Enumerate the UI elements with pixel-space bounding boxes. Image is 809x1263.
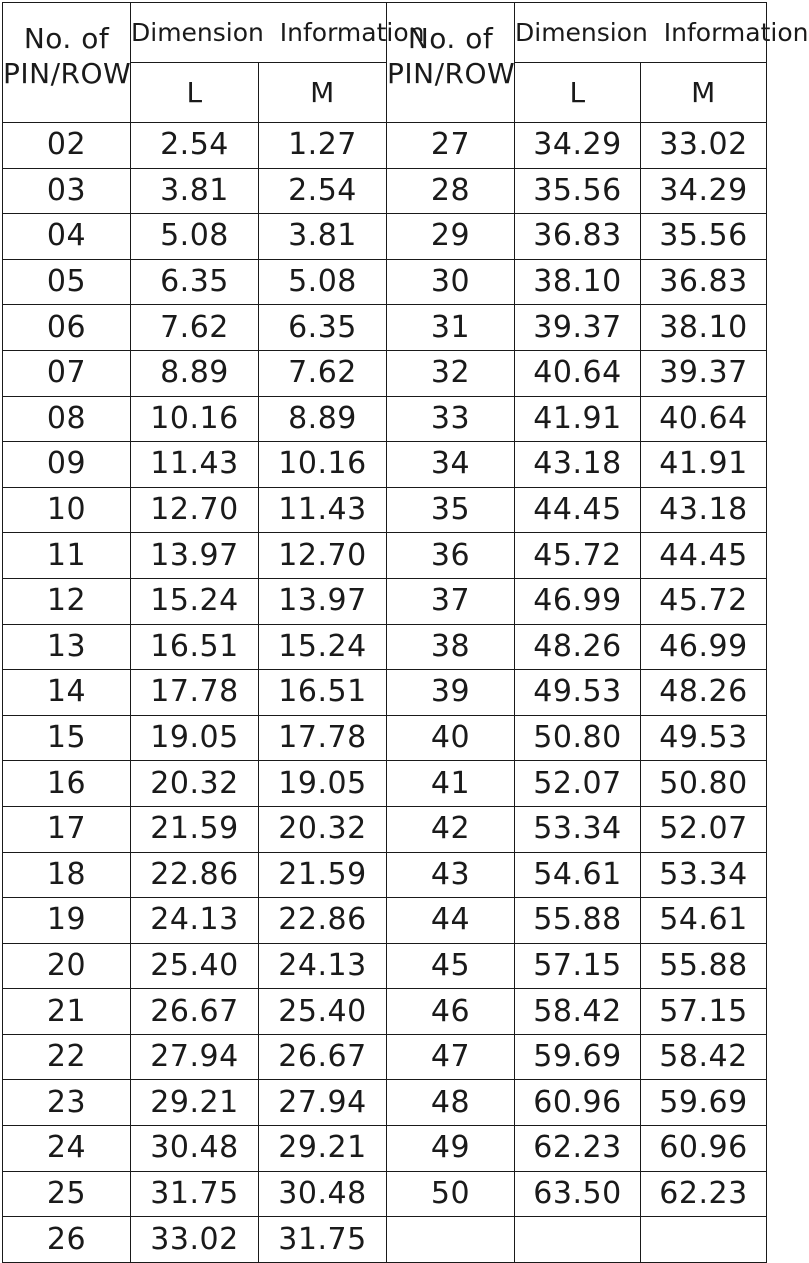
right-pin-count-cell: 42 xyxy=(387,806,515,852)
right-pin-count-cell: 36 xyxy=(387,533,515,579)
right-dimension-l-cell: 45.72 xyxy=(515,533,641,579)
right-pin-count-cell: 35 xyxy=(387,487,515,533)
left-dimension-l-cell: 13.97 xyxy=(131,533,259,579)
left-pin-count-cell: 03 xyxy=(3,168,131,214)
right-dimension-m-cell: 58.42 xyxy=(641,1034,767,1080)
left-col-l-header: L xyxy=(131,63,259,123)
table-row xyxy=(3,442,767,488)
right-dimension-m-cell: 39.37 xyxy=(641,350,767,396)
left-pin-count-cell: 09 xyxy=(3,442,131,488)
table-row xyxy=(3,1080,767,1126)
right-dimension-m-cell xyxy=(641,1217,767,1263)
left-dimension-l-cell: 2.54 xyxy=(131,123,259,169)
right-pin-count-cell: 37 xyxy=(387,578,515,624)
right-dimension-m-cell: 62.23 xyxy=(641,1171,767,1217)
right-dimension-m-cell: 41.91 xyxy=(641,442,767,488)
left-pin-count-cell: 26 xyxy=(3,1217,131,1263)
table-row xyxy=(3,761,767,807)
left-dimension-m-cell: 12.70 xyxy=(259,533,387,579)
left-dimension-information-header: Dimension Information xyxy=(131,3,387,63)
right-pin-count-cell: 41 xyxy=(387,761,515,807)
table-row xyxy=(3,943,767,989)
table-row xyxy=(3,259,767,305)
right-dimension-m-cell: 44.45 xyxy=(641,533,767,579)
left-pin-count-cell: 08 xyxy=(3,396,131,442)
left-dimension-l-cell: 17.78 xyxy=(131,670,259,716)
right-dimension-l-cell: 40.64 xyxy=(515,350,641,396)
table-row xyxy=(3,533,767,579)
right-dimension-m-cell: 60.96 xyxy=(641,1126,767,1172)
right-dimension-m-cell: 38.10 xyxy=(641,305,767,351)
table-row xyxy=(3,989,767,1035)
left-pin-count-cell: 17 xyxy=(3,806,131,852)
left-dimension-m-cell: 26.67 xyxy=(259,1034,387,1080)
left-pin-count-cell: 19 xyxy=(3,898,131,944)
right-pin-count-cell: 29 xyxy=(387,214,515,260)
right-dimension-l-cell: 55.88 xyxy=(515,898,641,944)
left-dimension-l-cell: 15.24 xyxy=(131,578,259,624)
right-pin-count-cell: 30 xyxy=(387,259,515,305)
right-dimension-l-cell: 48.26 xyxy=(515,624,641,670)
right-dimension-m-cell: 40.64 xyxy=(641,396,767,442)
right-pin-count-cell: 48 xyxy=(387,1080,515,1126)
left-dimension-m-cell: 25.40 xyxy=(259,989,387,1035)
left-dimension-l-cell: 21.59 xyxy=(131,806,259,852)
right-pin-count-cell: 31 xyxy=(387,305,515,351)
left-dimension-l-cell: 7.62 xyxy=(131,305,259,351)
right-pin-count-cell: 38 xyxy=(387,624,515,670)
left-dimension-l-cell: 29.21 xyxy=(131,1080,259,1126)
left-pin-count-cell: 11 xyxy=(3,533,131,579)
left-dimension-l-cell: 19.05 xyxy=(131,715,259,761)
dimension-table-sheet xyxy=(2,2,809,1257)
left-dimension-m-cell: 6.35 xyxy=(259,305,387,351)
right-col-l-header: L xyxy=(515,63,641,123)
right-dimension-l-cell: 39.37 xyxy=(515,305,641,351)
left-dimension-m-cell: 1.27 xyxy=(259,123,387,169)
right-pin-count-cell: 46 xyxy=(387,989,515,1035)
left-pin-count-cell: 13 xyxy=(3,624,131,670)
right-dimension-m-cell: 59.69 xyxy=(641,1080,767,1126)
left-pin-count-cell: 15 xyxy=(3,715,131,761)
left-pin-count-cell: 22 xyxy=(3,1034,131,1080)
right-dimension-m-cell: 45.72 xyxy=(641,578,767,624)
left-dimension-m-cell: 5.08 xyxy=(259,259,387,305)
right-dimension-information-header: Dimension Information xyxy=(515,3,767,63)
left-dimension-l-cell: 8.89 xyxy=(131,350,259,396)
right-dimension-l-cell: 41.91 xyxy=(515,396,641,442)
left-dimension-m-cell: 31.75 xyxy=(259,1217,387,1263)
left-pin-count-cell: 21 xyxy=(3,989,131,1035)
left-dimension-l-cell: 10.16 xyxy=(131,396,259,442)
right-dimension-m-cell: 43.18 xyxy=(641,487,767,533)
left-dimension-l-cell: 30.48 xyxy=(131,1126,259,1172)
left-dimension-l-cell: 24.13 xyxy=(131,898,259,944)
left-dimension-l-cell: 16.51 xyxy=(131,624,259,670)
right-dimension-l-cell: 46.99 xyxy=(515,578,641,624)
left-dimension-l-cell: 3.81 xyxy=(131,168,259,214)
left-dimension-m-cell: 24.13 xyxy=(259,943,387,989)
left-pin-count-cell: 10 xyxy=(3,487,131,533)
right-dimension-l-cell: 52.07 xyxy=(515,761,641,807)
left-pin-count-cell: 25 xyxy=(3,1171,131,1217)
right-dimension-l-cell: 63.50 xyxy=(515,1171,641,1217)
left-pin-count-cell: 24 xyxy=(3,1126,131,1172)
right-col-m-header: M xyxy=(641,63,767,123)
right-dimension-m-cell: 46.99 xyxy=(641,624,767,670)
right-dimension-l-cell: 34.29 xyxy=(515,123,641,169)
right-pin-count-cell: 45 xyxy=(387,943,515,989)
right-dimension-l-cell: 54.61 xyxy=(515,852,641,898)
right-dimension-m-cell: 36.83 xyxy=(641,259,767,305)
right-pin-count-cell: 27 xyxy=(387,123,515,169)
left-dimension-l-cell: 5.08 xyxy=(131,214,259,260)
right-dimension-l-cell: 44.45 xyxy=(515,487,641,533)
right-dimension-m-cell: 55.88 xyxy=(641,943,767,989)
right-pin-count-cell: 49 xyxy=(387,1126,515,1172)
right-pin-count-cell: 28 xyxy=(387,168,515,214)
table-row xyxy=(3,898,767,944)
table-row xyxy=(3,214,767,260)
left-no-of-pin-row-header: No. of PIN/ROW xyxy=(3,3,131,123)
right-dimension-l-cell: 59.69 xyxy=(515,1034,641,1080)
left-dimension-l-cell: 12.70 xyxy=(131,487,259,533)
left-pin-count-cell: 14 xyxy=(3,670,131,716)
right-dimension-m-cell: 52.07 xyxy=(641,806,767,852)
right-dimension-m-cell: 49.53 xyxy=(641,715,767,761)
left-dimension-m-cell: 21.59 xyxy=(259,852,387,898)
right-pin-count-cell: 39 xyxy=(387,670,515,716)
left-dimension-l-cell: 33.02 xyxy=(131,1217,259,1263)
right-dimension-l-cell: 36.83 xyxy=(515,214,641,260)
table-row xyxy=(3,670,767,716)
right-dimension-m-cell: 54.61 xyxy=(641,898,767,944)
right-dimension-l-cell: 35.56 xyxy=(515,168,641,214)
right-dimension-m-cell: 50.80 xyxy=(641,761,767,807)
right-dimension-m-cell: 34.29 xyxy=(641,168,767,214)
right-dimension-m-cell: 48.26 xyxy=(641,670,767,716)
left-dimension-l-cell: 6.35 xyxy=(131,259,259,305)
left-col-m-header: M xyxy=(259,63,387,123)
left-pin-count-cell: 23 xyxy=(3,1080,131,1126)
right-pin-count-cell: 33 xyxy=(387,396,515,442)
left-dimension-l-cell: 27.94 xyxy=(131,1034,259,1080)
left-dimension-m-cell: 30.48 xyxy=(259,1171,387,1217)
right-dimension-l-cell: 58.42 xyxy=(515,989,641,1035)
left-dimension-m-cell: 20.32 xyxy=(259,806,387,852)
left-dimension-m-cell: 7.62 xyxy=(259,350,387,396)
table-row xyxy=(3,624,767,670)
left-dimension-m-cell: 10.16 xyxy=(259,442,387,488)
right-pin-count-cell: 34 xyxy=(387,442,515,488)
table-row xyxy=(3,396,767,442)
left-dimension-m-cell: 15.24 xyxy=(259,624,387,670)
table-row xyxy=(3,168,767,214)
right-dimension-l-cell: 60.96 xyxy=(515,1080,641,1126)
left-dimension-l-cell: 22.86 xyxy=(131,852,259,898)
right-pin-count-cell: 44 xyxy=(387,898,515,944)
table-row xyxy=(3,123,767,169)
right-dimension-l-cell: 62.23 xyxy=(515,1126,641,1172)
right-dimension-m-cell: 57.15 xyxy=(641,989,767,1035)
table-row xyxy=(3,852,767,898)
left-dimension-m-cell: 3.81 xyxy=(259,214,387,260)
left-pin-count-cell: 07 xyxy=(3,350,131,396)
table-row xyxy=(3,1217,767,1263)
left-pin-count-cell: 12 xyxy=(3,578,131,624)
right-pin-count-cell: 40 xyxy=(387,715,515,761)
table-body xyxy=(3,123,767,1263)
right-pin-count-cell xyxy=(387,1217,515,1263)
right-dimension-m-cell: 53.34 xyxy=(641,852,767,898)
left-pin-count-cell: 05 xyxy=(3,259,131,305)
left-dimension-l-cell: 31.75 xyxy=(131,1171,259,1217)
right-dimension-l-cell: 53.34 xyxy=(515,806,641,852)
header-row-top xyxy=(3,3,767,63)
left-dimension-l-cell: 20.32 xyxy=(131,761,259,807)
table-row xyxy=(3,578,767,624)
right-dimension-l-cell: 50.80 xyxy=(515,715,641,761)
table-row xyxy=(3,1034,767,1080)
right-pin-count-cell: 43 xyxy=(387,852,515,898)
left-dimension-l-cell: 26.67 xyxy=(131,989,259,1035)
dimension-table xyxy=(2,2,809,1263)
left-dimension-m-cell: 17.78 xyxy=(259,715,387,761)
right-dimension-l-cell: 57.15 xyxy=(515,943,641,989)
left-pin-count-cell: 16 xyxy=(3,761,131,807)
table-row xyxy=(3,806,767,852)
left-dimension-m-cell: 8.89 xyxy=(259,396,387,442)
left-pin-count-cell: 20 xyxy=(3,943,131,989)
right-dimension-l-cell xyxy=(515,1217,641,1263)
left-dimension-l-cell: 25.40 xyxy=(131,943,259,989)
table-row xyxy=(3,350,767,396)
left-dimension-l-cell: 11.43 xyxy=(131,442,259,488)
left-pin-count-cell: 04 xyxy=(3,214,131,260)
right-pin-count-cell: 32 xyxy=(387,350,515,396)
right-no-of-pin-row-header: No. of PIN/ROW xyxy=(387,3,515,123)
right-dimension-m-cell: 33.02 xyxy=(641,123,767,169)
table-row xyxy=(3,305,767,351)
left-dimension-m-cell: 29.21 xyxy=(259,1126,387,1172)
right-pin-count-cell: 47 xyxy=(387,1034,515,1080)
left-dimension-m-cell: 19.05 xyxy=(259,761,387,807)
table-row xyxy=(3,1126,767,1172)
left-dimension-m-cell: 13.97 xyxy=(259,578,387,624)
right-dimension-l-cell: 38.10 xyxy=(515,259,641,305)
table-row xyxy=(3,487,767,533)
left-dimension-m-cell: 16.51 xyxy=(259,670,387,716)
left-pin-count-cell: 02 xyxy=(3,123,131,169)
table-row xyxy=(3,1171,767,1217)
right-dimension-l-cell: 49.53 xyxy=(515,670,641,716)
left-pin-count-cell: 18 xyxy=(3,852,131,898)
right-dimension-l-cell: 43.18 xyxy=(515,442,641,488)
right-pin-count-cell: 50 xyxy=(387,1171,515,1217)
right-dimension-m-cell: 35.56 xyxy=(641,214,767,260)
left-dimension-m-cell: 2.54 xyxy=(259,168,387,214)
table-row xyxy=(3,715,767,761)
left-dimension-m-cell: 11.43 xyxy=(259,487,387,533)
left-dimension-m-cell: 27.94 xyxy=(259,1080,387,1126)
left-dimension-m-cell: 22.86 xyxy=(259,898,387,944)
left-pin-count-cell: 06 xyxy=(3,305,131,351)
